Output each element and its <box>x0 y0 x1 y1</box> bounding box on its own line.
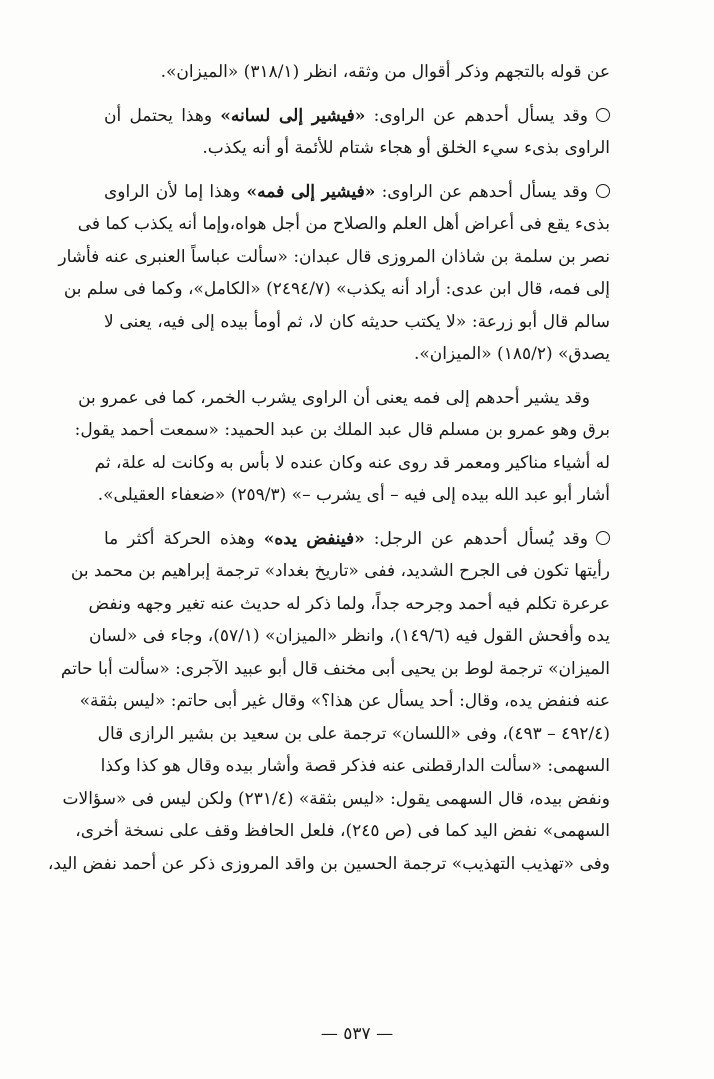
paragraph <box>104 56 610 89</box>
circle-bullet-icon <box>596 108 610 122</box>
body-text <box>47 56 610 880</box>
text-line: ونفض بيده، قال السهمى يقول: «ليس بثقة» (٢٣١/٤) ولكن ليس فى «سؤالات <box>62 788 610 809</box>
text-line: بذىء يقع فى أعراض أهل العلم والصلاح من أجل هواه،وإما أنه يكذب كما فى <box>77 214 610 234</box>
paragraph <box>104 100 610 165</box>
text-line: وقد يُسأل أحدهم عن الرجل: «فينفض يده» وهذه الحركة أكثر ما <box>104 523 610 556</box>
paragraph <box>47 523 610 881</box>
paragraph <box>74 382 610 512</box>
text-line: إلى فمه، قال ابن عدى: أراد أنه يكذب» (٢٤٩٤/٧) «الكامل»، وكما فى سلم بن <box>63 279 610 299</box>
text-line: له أشياء مناكير ومعمر قد روى عنه وكان عنده لا بأس به وكانت له علة، ثم <box>94 452 610 473</box>
text-line: وقد يسأل أحدهم عن الراوى: «فيشير إلى لسانه» وهذا يحتمل أن <box>104 100 610 133</box>
text-line: برق وهو عمرو بن مسلم قال عبد الملك بن عبد الحميد: «سمعت أحمد يقول: <box>74 420 610 440</box>
text-line: الميزان» ترجمة لوط بن يحيى أبى مخنف قال أبو عبيد الآجرى: «سألت أبا حاتم <box>60 658 610 679</box>
text-line: وفى «تهذيب التهذيب» ترجمة الحسين بن واقد المروزى ذكر عن أحمد نفض اليد، <box>47 853 610 874</box>
text-line: السهمى» نفض اليد كما فى (ص ٢٤٥)، فلعل الحافظ وقف على نسخة أخرى، <box>75 821 610 841</box>
text-line: وقد يسأل أحدهم عن الراوى: «فيشير إلى فمه» وهذا إما لأن الراوى <box>104 176 610 209</box>
text-line: عرعرة تكلم فيه أحمد وجرحه جداً، ولما ذكر له حديث عنه تغير وجهه ونفض <box>88 593 610 614</box>
text-line: السهمى: «سألت الدارقطنى عنه فذكر قصة وأشار بيده وقال هو كذا وكذا <box>100 756 610 776</box>
text-line: يصدق» (١٨٥/٢) «الميزان». <box>414 344 610 364</box>
circle-bullet-icon <box>596 531 610 545</box>
text-line: وقد يشير أحدهم إلى فمه يعنى أن الراوى يشرب الخمر، كما فى عمرو بن <box>78 387 590 408</box>
paragraph <box>58 176 610 371</box>
page-number: — ٥٣٧ — <box>320 1024 394 1044</box>
text-line: يده وأفحش القول فيه (١٤٩/٦)، وانظر «الميزان» (٥٧/١)، وجاء فى «لسان <box>88 626 610 646</box>
text-line: رأيتها تكون فى الجرح الشديد، ففى «تاريخ بغداد» ترجمة إبراهيم بن محمد بن <box>70 561 610 581</box>
text-line: عنه فنفض يده، وقال: أحد يسأل عن هذا؟» وقال غير أبى حاتم: «ليس بثقة» <box>79 691 610 711</box>
text-line: أشار أبو عبد الله بيده إلى فيه – أى يشرب –» (٢٥٩/٣) «ضعفاء العقيلى». <box>97 485 610 505</box>
text-line: نصر بن سلمة بن شاذان المروزى قال عبدان: «سألت عباساً العنبرى عنه فأشار <box>58 246 610 267</box>
text-line: عن قوله بالتجهم وذكر أقوال من وثقه، انظر (٣١٨/١) «الميزان». <box>160 62 610 82</box>
text-line: الراوى بذىء سيء الخلق أو هجاء شتام للأئمة أو أنه يكذب. <box>202 138 610 158</box>
text-line: سالم قال أبو زرعة: «لا يكتب حديثه كان لا، ثم أومأ بيده إلى فيه، يعنى لا <box>104 311 610 332</box>
text-line: (٤٩٢/٤ – ٤٩٣)، وفى «اللسان» ترجمة على بن سعيد بن بشير الرازى قال <box>97 723 610 744</box>
circle-bullet-icon <box>596 184 610 198</box>
